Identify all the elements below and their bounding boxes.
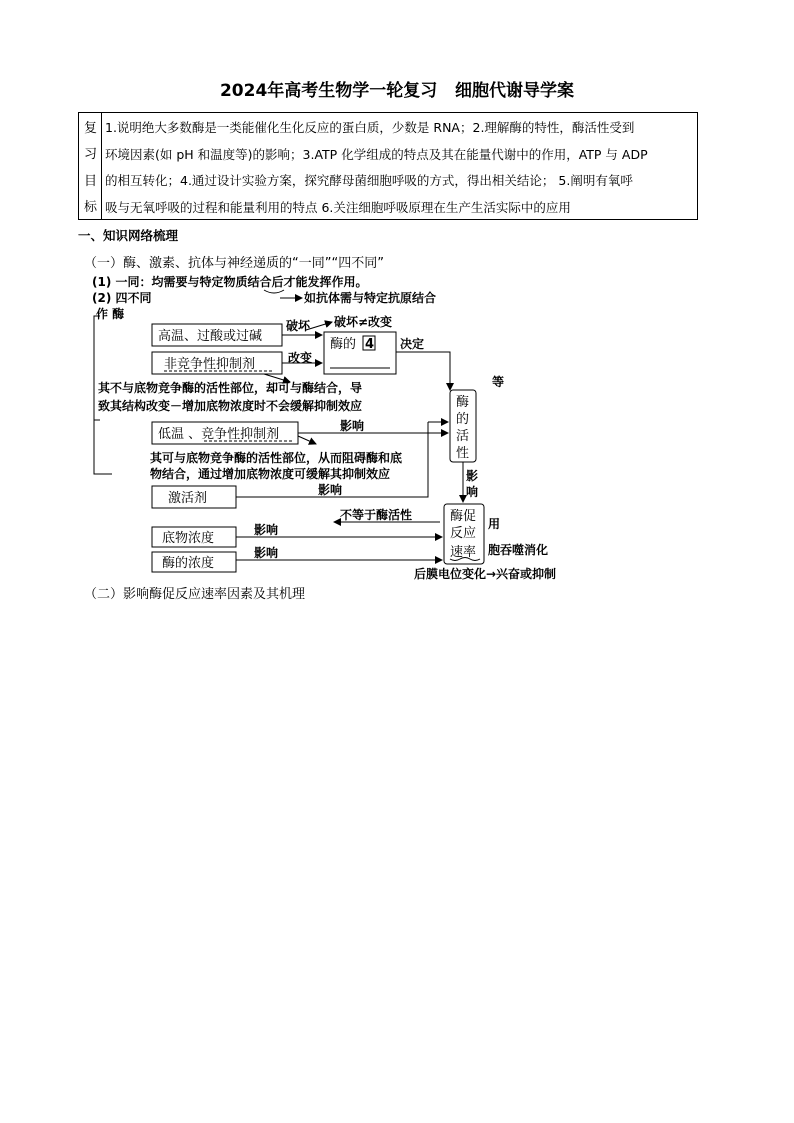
goal-label-char: 习 [84, 147, 98, 162]
label-affect-vertical: 影 [466, 469, 479, 483]
label-destroy: 破坏 [286, 319, 311, 333]
goal-line: 环境因素(如 pH 和温度等)的影响；3.ATP 化学组成的特点及其在能量代谢中的作用，ATP 与 ADP [105, 146, 648, 162]
box-enzyme-conc-label: 酶的浓度 [162, 556, 215, 571]
label-affect-vertical: 响 [466, 485, 479, 499]
activity-char: 活 [456, 429, 470, 444]
box-noncompetitive-label: 非竞争性抑制剂 [164, 357, 256, 372]
cut-off-text: 胞吞噬消化 [488, 543, 549, 557]
label-affect: 影响 [318, 483, 343, 497]
number-box-label: 4 [365, 337, 375, 352]
section-heading-knowledge-network: 一、知识网络梳理 [78, 228, 179, 243]
review-goals-text [105, 115, 695, 221]
goal-label-char: 标 [84, 200, 98, 215]
noncompetitive-note-line1: 其不与底物竞争酶的活性部位，却可与酶结合，导 [98, 381, 363, 395]
activity-char: 酶 [456, 395, 470, 410]
rate-line: 反应 [450, 526, 477, 541]
label-decide: 决定 [400, 337, 425, 351]
cut-off-char: 等 [492, 375, 505, 389]
arrow [298, 436, 316, 444]
competitive-note-line1: 其可与底物竞争酶的活性部位，从而阻碍酶和底 [150, 451, 403, 465]
activity-char: 性 [456, 446, 470, 461]
goal-label-char: 复 [84, 121, 98, 136]
left-bracket [94, 316, 112, 474]
cut-off-text-bottom: 后膜电位变化→兴奋或抑制 [414, 567, 557, 581]
box-enzyme-of-label: 酶的 [330, 337, 357, 352]
goal-line: 1.说明绝大多数酶是一类能催化生化反应的蛋白质，少数是 RNA；2.理解酶的特性，酶活性受到 [105, 120, 635, 135]
review-goals-label [79, 113, 102, 219]
goal-label-char: 目 [84, 174, 98, 189]
goal-line: 的相互转化；4.通过设计实验方案，探究酵母菌细胞呼吸的方式，得出相关结论； 5.阐明有氧呼 [105, 173, 633, 188]
note-not-equal-activity: 不等于酶活性 [340, 508, 413, 522]
page-title: 2024年高考生物学一轮复习 细胞代谢导学案 [219, 81, 575, 101]
box-high-temp-label: 高温、过酸或过碱 [158, 329, 263, 344]
common-point-line: (1) 一同：均需要与特定物质结合后才能发挥作用。 [92, 275, 368, 289]
label-change: 改变 [288, 351, 313, 365]
antibody-note: 如抗体需与特定抗原结合 [304, 291, 437, 305]
subsection-heading-one: （一）酶、激素、抗体与神经递质的“一同”“四不同” [84, 256, 384, 271]
goal-line: 吸与无氧呼吸的过程和能量利用的特点 6.关注细胞呼吸原理在生产生活实际中的应用 [105, 199, 571, 215]
noncompetitive-note-line2: 致其结构改变－增加底物浓度时不会缓解抑制效应 [98, 399, 363, 413]
box-low-temp-label: 低温 、竞争性抑制剂 [158, 427, 280, 442]
competitive-note-line2: 物结合，通过增加底物浓度可缓解其抑制效应 [150, 467, 391, 481]
box-activator-label: 激活剂 [168, 491, 208, 506]
cut-off-text-top: 作 酶 [96, 307, 125, 321]
label-affect: 影响 [254, 523, 279, 537]
cut-off-text: 用 [488, 517, 501, 531]
subsection-heading-two: （二）影响酶促反应速率因素及其机理 [84, 587, 306, 602]
box-substrate-label: 底物浓度 [162, 531, 215, 546]
rate-line: 速率 [450, 545, 477, 560]
label-affect: 影响 [254, 546, 279, 560]
activity-char: 的 [456, 412, 470, 427]
rate-line: 酶促 [450, 509, 477, 524]
note-destroy-not-change: 破坏≠改变 [334, 315, 393, 329]
arrow [396, 352, 450, 390]
concept-map-diagram [84, 272, 724, 582]
underline-mark [264, 290, 284, 293]
review-goals-table [78, 112, 698, 220]
label-affect: 影响 [340, 419, 365, 433]
four-differences-line: (2) 四不同 [92, 291, 152, 305]
